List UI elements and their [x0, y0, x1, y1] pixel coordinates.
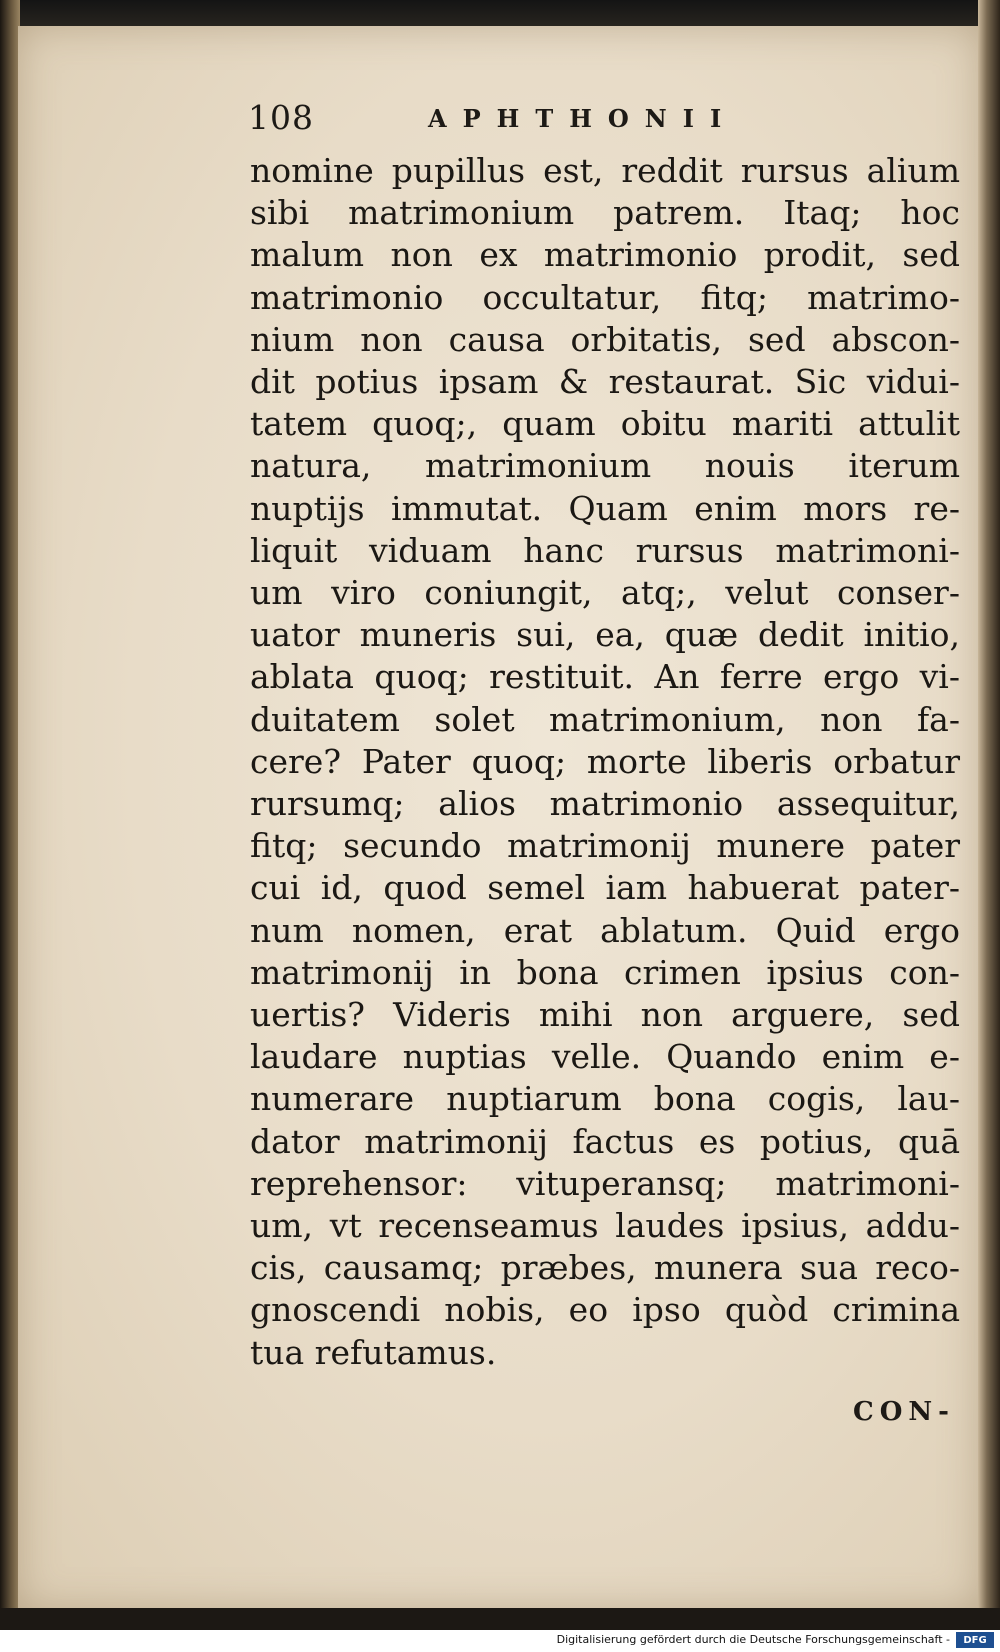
text-line: ablata quoq; restituit. An ferre ergo vi-: [250, 657, 960, 697]
text-line: um, vt recenseamus laudes ipsius, addu-: [250, 1206, 960, 1246]
text-line: reprehensor: vituperansq; matrimoni-: [250, 1163, 960, 1203]
text-line: um viro coniungit, atq;, velut conser-: [250, 573, 960, 613]
text-line: natura, matrimonium nouis iterum: [250, 446, 960, 486]
text-line: malum non ex matrimonio prodit, sed: [250, 235, 960, 275]
text-line: duitatem solet matrimonium, non fa-: [250, 699, 960, 739]
text-line: tatem quoq;, quam obitu mariti attulit: [250, 404, 960, 444]
scan-bottom-border: [0, 1608, 1000, 1630]
text-line: cis, causamq; præbes, munera sua reco-: [250, 1248, 960, 1288]
text-line: nuptijs immutat. Quam enim mors re-: [250, 488, 960, 528]
text-line: nium non causa orbitatis, sed abscon-: [250, 319, 960, 359]
text-line: numerare nuptiarum bona cogis, lau-: [250, 1079, 960, 1119]
funding-credit: Digitalisierung gefördert durch die Deutsche Forschungsgemeinschaft -: [556, 1633, 950, 1646]
text-line: matrimonio occultatur, fitq; matrimo-: [250, 277, 960, 317]
text-line: sibi matrimonium patrem. Itaq; hoc: [250, 193, 960, 233]
digitization-footer: [0, 1630, 1000, 1652]
running-title: APHTHONII: [428, 104, 738, 133]
text-line: gnoscendi nobis, eo ipso quòd crimina: [250, 1290, 960, 1330]
text-line: uator muneris sui, ea, quæ dedit initio,: [250, 615, 960, 655]
book-spine-edge: [0, 0, 20, 1652]
text-line: liquit viduam hanc rursus matrimoni-: [250, 530, 960, 570]
text-line: laudare nuptias velle. Quando enim e-: [250, 1037, 960, 1077]
text-line: uertis? Videris mihi non arguere, sed: [250, 995, 960, 1035]
text-line: dit potius ipsam & restaurat. Sic vidui-: [250, 362, 960, 402]
dfg-logo: DFG: [956, 1632, 994, 1648]
text-line: tua refutamus.: [250, 1332, 497, 1372]
text-line: nomine pupillus est, reddit rursus alium: [250, 151, 960, 190]
page-number: 108: [248, 98, 314, 137]
catchword: CON-: [853, 1397, 955, 1427]
text-line: fitq; secundo matrimonij munere pater: [250, 826, 960, 866]
text-line: rursumq; alios matrimonio assequitur,: [250, 784, 960, 824]
text-line: cui id, quod semel iam habuerat pater-: [250, 868, 960, 908]
text-line: dator matrimonij factus es potius, quā: [250, 1121, 960, 1161]
text-line: num nomen, erat ablatum. Quid ergo: [250, 910, 960, 950]
page-header: [248, 98, 768, 138]
page-fore-edge: [978, 0, 1000, 1610]
text-line: cere? Pater quoq; morte liberis orbatur: [250, 741, 960, 781]
text-line: matrimonij in bona crimen ipsius con-: [250, 952, 960, 992]
body-text: [250, 150, 960, 1374]
